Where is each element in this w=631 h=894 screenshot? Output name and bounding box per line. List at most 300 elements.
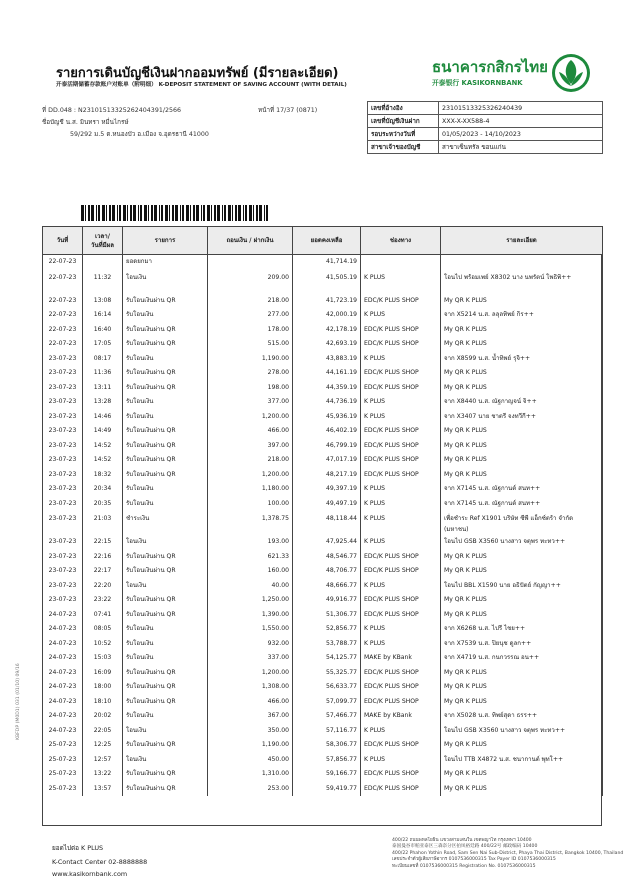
table-cell: 25-07-23 bbox=[43, 753, 83, 768]
barcode-bar bbox=[193, 205, 195, 221]
table-cell: My QR K PLUS bbox=[441, 767, 603, 782]
meta-label: เลขที่อ้างอิง bbox=[368, 102, 439, 115]
table-cell: K PLUS bbox=[361, 724, 441, 739]
table-cell: K PLUS bbox=[361, 352, 441, 367]
barcode-bar bbox=[243, 205, 244, 221]
barcode-bar bbox=[211, 205, 212, 221]
table-cell: 52,856.77 bbox=[293, 622, 361, 637]
table-row bbox=[43, 637, 603, 652]
table-cell: 350.00 bbox=[208, 724, 293, 739]
table-cell: 13:28 bbox=[83, 395, 123, 410]
table-cell: 59,419.77 bbox=[293, 782, 361, 797]
barcode bbox=[81, 205, 271, 221]
table-cell: 25-07-23 bbox=[43, 782, 83, 797]
table-cell: 10:52 bbox=[83, 637, 123, 652]
barcode-bar bbox=[214, 205, 216, 221]
table-cell: 24-07-23 bbox=[43, 695, 83, 710]
meta-label: รอบระหว่างวันที่ bbox=[368, 128, 439, 141]
table-cell: 1,200.00 bbox=[208, 468, 293, 483]
table-cell: My QR K PLUS bbox=[441, 453, 603, 468]
bank-name-thai: ธนาคารกสิกรไทย bbox=[432, 58, 548, 76]
table-cell: K PLUS bbox=[361, 497, 441, 512]
barcode-bar bbox=[203, 205, 205, 221]
table-cell: 20:02 bbox=[83, 709, 123, 724]
table-cell: 48,706.77 bbox=[293, 564, 361, 579]
table-cell: 23-07-23 bbox=[43, 482, 83, 497]
table-row bbox=[43, 564, 603, 579]
table-cell: รับโอนเงินผ่าน QR bbox=[123, 424, 208, 439]
barcode-bar bbox=[224, 205, 226, 221]
meta-value: สาขาเซ็นทรัล ขอนแก่น bbox=[439, 141, 603, 154]
table-cell: EDC/K PLUS SHOP bbox=[361, 738, 441, 753]
table-cell: 466.00 bbox=[208, 695, 293, 710]
table-cell bbox=[441, 255, 603, 270]
barcode-bar bbox=[161, 205, 163, 221]
barcode-bar bbox=[190, 205, 191, 221]
table-cell: 14:49 bbox=[83, 424, 123, 439]
barcode-bar bbox=[109, 205, 111, 221]
table-cell: My QR K PLUS bbox=[441, 550, 603, 565]
table-cell: EDC/K PLUS SHOP bbox=[361, 782, 441, 797]
table-cell: รับโอนเงินผ่าน QR bbox=[123, 323, 208, 338]
table-cell: My QR K PLUS bbox=[441, 695, 603, 710]
table-cell: 466.00 bbox=[208, 424, 293, 439]
table-cell: 13:57 bbox=[83, 782, 123, 797]
table-row bbox=[43, 666, 603, 681]
table-cell: EDC/K PLUS SHOP bbox=[361, 593, 441, 608]
meta-row bbox=[368, 115, 603, 128]
table-cell: 23-07-23 bbox=[43, 439, 83, 454]
barcode-bar bbox=[138, 205, 139, 221]
table-cell: 15:03 bbox=[83, 651, 123, 666]
table-cell: รับโอนเงินผ่าน QR bbox=[123, 680, 208, 695]
table-cell: รับโอนเงินผ่าน QR bbox=[123, 294, 208, 309]
table-cell: 46,402.19 bbox=[293, 424, 361, 439]
table-cell: รับโอนเงิน bbox=[123, 622, 208, 637]
column-header: ช่องทาง bbox=[361, 227, 441, 255]
table-cell: 22:16 bbox=[83, 550, 123, 565]
table-cell: รับโอนเงินผ่าน QR bbox=[123, 767, 208, 782]
table-cell: รับโอนเงินผ่าน QR bbox=[123, 550, 208, 565]
table-cell: 24-07-23 bbox=[43, 724, 83, 739]
table-cell: 193.00 bbox=[208, 535, 293, 550]
kbank-leaf-icon bbox=[550, 52, 592, 94]
column-header: รายละเอียด bbox=[441, 227, 603, 255]
barcode-bar bbox=[238, 205, 241, 221]
table-cell: My QR K PLUS bbox=[441, 439, 603, 454]
table-row bbox=[43, 709, 603, 724]
table-row bbox=[43, 366, 603, 381]
table-cell: 58,306.77 bbox=[293, 738, 361, 753]
table-cell: 12:25 bbox=[83, 738, 123, 753]
table-row bbox=[43, 782, 603, 797]
table-cell: 932.00 bbox=[208, 637, 293, 652]
table-cell: My QR K PLUS bbox=[441, 680, 603, 695]
table-row bbox=[43, 352, 603, 367]
meta-value: 23101513325326240439 bbox=[439, 102, 603, 115]
table-cell: 57,099.77 bbox=[293, 695, 361, 710]
table-cell: EDC/K PLUS SHOP bbox=[361, 695, 441, 710]
table-cell: รับโอนเงิน bbox=[123, 709, 208, 724]
table-cell: My QR K PLUS bbox=[441, 366, 603, 381]
document-reference: ที่ DD.048 : N23101513325262404391/2566 bbox=[42, 107, 181, 114]
table-cell: 22:05 bbox=[83, 724, 123, 739]
table-cell: K PLUS bbox=[361, 579, 441, 594]
table-cell: รับโอนเงินผ่าน QR bbox=[123, 738, 208, 753]
table-row bbox=[43, 270, 603, 294]
table-cell: My QR K PLUS bbox=[441, 782, 603, 797]
table-cell: 57,856.77 bbox=[293, 753, 361, 768]
table-cell: 1,200.00 bbox=[208, 410, 293, 425]
table-cell: 14:46 bbox=[83, 410, 123, 425]
table-cell: 14:52 bbox=[83, 439, 123, 454]
meta-row bbox=[368, 102, 603, 115]
table-cell: 20:34 bbox=[83, 482, 123, 497]
table-cell: K PLUS bbox=[361, 622, 441, 637]
table-cell: 209.00 bbox=[208, 270, 293, 294]
table-cell: EDC/K PLUS SHOP bbox=[361, 381, 441, 396]
table-cell: 100.00 bbox=[208, 497, 293, 512]
meta-row bbox=[368, 141, 603, 154]
table-cell: จาก X7145 น.ส. ณัฐกานต์ สนท++ bbox=[441, 497, 603, 512]
table-row bbox=[43, 337, 603, 352]
barcode-bar bbox=[169, 205, 170, 221]
table-cell: 24-07-23 bbox=[43, 680, 83, 695]
table-cell: รับโอนเงินผ่าน QR bbox=[123, 453, 208, 468]
table-cell: 51,306.77 bbox=[293, 608, 361, 623]
barcode-bar bbox=[266, 205, 268, 221]
table-cell: 16:14 bbox=[83, 308, 123, 323]
bank-logo bbox=[432, 50, 592, 94]
table-cell: 44,736.19 bbox=[293, 395, 361, 410]
table-cell: MAKE by KBank bbox=[361, 651, 441, 666]
table-cell: รับโอนเงิน bbox=[123, 352, 208, 367]
table-cell: 1,190.00 bbox=[208, 352, 293, 367]
table-cell bbox=[83, 255, 123, 270]
table-cell: K PLUS bbox=[361, 637, 441, 652]
table-cell: 40.00 bbox=[208, 579, 293, 594]
barcode-bar bbox=[88, 205, 90, 221]
meta-label: สาขาเจ้าของบัญชี bbox=[368, 141, 439, 154]
table-cell: My QR K PLUS bbox=[441, 564, 603, 579]
table-cell: จาก X7145 น.ส. ณัฐกานต์ สนท++ bbox=[441, 482, 603, 497]
table-cell: ชำระเงิน bbox=[123, 511, 208, 535]
table-row bbox=[43, 651, 603, 666]
table-cell: K PLUS bbox=[361, 511, 441, 535]
table-cell: รับโอนเงินผ่าน QR bbox=[123, 782, 208, 797]
table-cell: รับโอนเงิน bbox=[123, 482, 208, 497]
table-cell: จาก X4719 น.ส. กนกวรรณ อน++ bbox=[441, 651, 603, 666]
barcode-bar bbox=[175, 205, 178, 221]
table-cell: 48,666.77 bbox=[293, 579, 361, 594]
table-cell: EDC/K PLUS SHOP bbox=[361, 337, 441, 352]
table-cell: 48,546.77 bbox=[293, 550, 361, 565]
table-row bbox=[43, 410, 603, 425]
barcode-bar bbox=[259, 205, 262, 221]
table-cell: 515.00 bbox=[208, 337, 293, 352]
barcode-bar bbox=[98, 205, 100, 221]
table-cell: รับโอนเงินผ่าน QR bbox=[123, 381, 208, 396]
table-cell: โอนเงิน bbox=[123, 579, 208, 594]
bank-website: www.kasikornbank.com bbox=[52, 870, 128, 878]
table-row bbox=[43, 453, 603, 468]
table-cell: โอนไป GSB X3560 นางสาว จตุพร ทะทว++ bbox=[441, 535, 603, 550]
contact-center: K-Contact Center 02-8888888 bbox=[52, 858, 148, 866]
statement-subtitle: 开泰活期储蓄存款账户对账单（附明细） K-DEPOSIT STATEMENT OF SAVING ACCOUNT (WITH DETAIL) bbox=[56, 82, 347, 88]
barcode-bar bbox=[154, 205, 157, 221]
table-cell: รับโอนเงินผ่าน QR bbox=[123, 564, 208, 579]
table-cell: 47,925.44 bbox=[293, 535, 361, 550]
table-cell: K PLUS bbox=[361, 753, 441, 768]
table-cell: My QR K PLUS bbox=[441, 323, 603, 338]
table-cell: 08:17 bbox=[83, 352, 123, 367]
table-cell: 41,723.19 bbox=[293, 294, 361, 309]
table-cell: EDC/K PLUS SHOP bbox=[361, 608, 441, 623]
table-cell: 23-07-23 bbox=[43, 564, 83, 579]
address-line: 泰国曼谷市帕亚泰区三森奈分区拍凤裕廷路 400/22号 邮政编码 10400 bbox=[392, 844, 538, 850]
barcode-bar bbox=[133, 205, 136, 221]
barcode-bar bbox=[217, 205, 220, 221]
table-cell: 277.00 bbox=[208, 308, 293, 323]
table-cell: 54,125.77 bbox=[293, 651, 361, 666]
page-number: หน้าที่ 17/37 (0871) bbox=[258, 107, 318, 114]
table-cell: My QR K PLUS bbox=[441, 424, 603, 439]
barcode-bar bbox=[144, 205, 147, 221]
table-cell: 08:05 bbox=[83, 622, 123, 637]
table-cell: 43,883.19 bbox=[293, 352, 361, 367]
table-cell: รับโอนเงินผ่าน QR bbox=[123, 593, 208, 608]
table-cell: 49,916.77 bbox=[293, 593, 361, 608]
table-cell: จาก X3407 นาย ชาตรี จงทวีกี++ bbox=[441, 410, 603, 425]
table-cell: My QR K PLUS bbox=[441, 738, 603, 753]
table-row bbox=[43, 608, 603, 623]
table-cell: K PLUS bbox=[361, 410, 441, 425]
table-cell: 48,217.19 bbox=[293, 468, 361, 483]
table-cell: 24-07-23 bbox=[43, 651, 83, 666]
barcode-bar bbox=[182, 205, 184, 221]
table-cell: 22-07-23 bbox=[43, 255, 83, 270]
address-line: 400/22 ถนนพหลโยธิน แขวงสามเสนใน เขตพญาไท กรุงเทพฯ 10400 bbox=[392, 838, 532, 843]
barcode-bar bbox=[180, 205, 181, 221]
barcode-bar bbox=[222, 205, 223, 221]
transactions-table bbox=[42, 226, 603, 796]
table-cell: 377.00 bbox=[208, 395, 293, 410]
table-cell: K PLUS bbox=[361, 395, 441, 410]
table-cell: 57,466.77 bbox=[293, 709, 361, 724]
column-header: ยอดคงเหลือ bbox=[293, 227, 361, 255]
column-header: เวลา/ วันที่มีผล bbox=[83, 227, 123, 255]
table-cell: EDC/K PLUS SHOP bbox=[361, 666, 441, 681]
table-cell: 22:20 bbox=[83, 579, 123, 594]
table-cell: K PLUS bbox=[361, 308, 441, 323]
barcode-bar bbox=[123, 205, 126, 221]
barcode-bar bbox=[127, 205, 128, 221]
barcode-bar bbox=[85, 205, 86, 221]
table-cell: 45,936.19 bbox=[293, 410, 361, 425]
table-row bbox=[43, 294, 603, 309]
bank-name-english: 开泰银行 KASIKORNBANK bbox=[432, 79, 523, 87]
barcode-bar bbox=[249, 205, 252, 221]
table-row bbox=[43, 468, 603, 483]
table-cell: 397.00 bbox=[208, 439, 293, 454]
table-cell: 18:00 bbox=[83, 680, 123, 695]
table-cell: K PLUS bbox=[361, 535, 441, 550]
table-cell: 178.00 bbox=[208, 323, 293, 338]
table-cell: 49,497.19 bbox=[293, 497, 361, 512]
barcode-bar bbox=[106, 205, 107, 221]
table-cell: 23-07-23 bbox=[43, 366, 83, 381]
table-cell: รับโอนเงินผ่าน QR bbox=[123, 337, 208, 352]
barcode-bar bbox=[130, 205, 132, 221]
barcode-bar bbox=[119, 205, 121, 221]
table-cell: My QR K PLUS bbox=[441, 593, 603, 608]
table-cell: EDC/K PLUS SHOP bbox=[361, 323, 441, 338]
table-cell: 253.00 bbox=[208, 782, 293, 797]
table-cell: 23-07-23 bbox=[43, 511, 83, 535]
table-cell: 198.00 bbox=[208, 381, 293, 396]
table-cell: โอนเงิน bbox=[123, 724, 208, 739]
barcode-bar bbox=[112, 205, 115, 221]
table-cell: 23-07-23 bbox=[43, 453, 83, 468]
table-cell: 621.33 bbox=[208, 550, 293, 565]
table-cell: รับโอนเงินผ่าน QR bbox=[123, 695, 208, 710]
table-cell: 59,166.77 bbox=[293, 767, 361, 782]
table-cell: โอนไป BBL X1590 นาย อธิปัตย์ กัญญา++ bbox=[441, 579, 603, 594]
table-cell: 17:05 bbox=[83, 337, 123, 352]
barcode-bar bbox=[228, 205, 231, 221]
table-row bbox=[43, 497, 603, 512]
barcode-bar bbox=[201, 205, 202, 221]
table-row bbox=[43, 482, 603, 497]
table-row bbox=[43, 511, 603, 535]
table-cell: 1,190.00 bbox=[208, 738, 293, 753]
barcode-bar bbox=[165, 205, 168, 221]
barcode-bar bbox=[256, 205, 258, 221]
table-cell: 1,390.00 bbox=[208, 608, 293, 623]
table-cell: 53,788.77 bbox=[293, 637, 361, 652]
table-cell: โอนเงิน bbox=[123, 270, 208, 294]
table-cell: MAKE by KBank bbox=[361, 709, 441, 724]
table-cell: 55,325.77 bbox=[293, 666, 361, 681]
table-cell: 22-07-23 bbox=[43, 308, 83, 323]
table-cell: โอนเงิน bbox=[123, 753, 208, 768]
table-cell: 13:08 bbox=[83, 294, 123, 309]
table-cell: 11:36 bbox=[83, 366, 123, 381]
table-cell: รับโอนเงิน bbox=[123, 637, 208, 652]
meta-value: XXX-X-XX588-4 bbox=[439, 115, 603, 128]
table-cell: 160.00 bbox=[208, 564, 293, 579]
table-cell bbox=[208, 255, 293, 270]
table-cell: 23-07-23 bbox=[43, 593, 83, 608]
meta-label: เลขที่บัญชีเงินฝาก bbox=[368, 115, 439, 128]
table-cell: 56,633.77 bbox=[293, 680, 361, 695]
address-line: ทะเบียนเลขที่ 0107536000315 Registration No. 0107536000315 bbox=[392, 863, 536, 869]
table-cell: 23-07-23 bbox=[43, 497, 83, 512]
table-cell: 22:17 bbox=[83, 564, 123, 579]
table-row bbox=[43, 724, 603, 739]
table-cell: 450.00 bbox=[208, 753, 293, 768]
table-cell: EDC/K PLUS SHOP bbox=[361, 680, 441, 695]
table-cell: 24-07-23 bbox=[43, 709, 83, 724]
table-cell: 41,505.19 bbox=[293, 270, 361, 294]
barcode-bar bbox=[172, 205, 174, 221]
table-cell: โอนไป TTB X4872 น.ส. ชนากานต์ พุทโ++ bbox=[441, 753, 603, 768]
table-cell: My QR K PLUS bbox=[441, 381, 603, 396]
table-cell: รับโอนเงิน bbox=[123, 308, 208, 323]
table-row bbox=[43, 695, 603, 710]
account-name: ชื่อบัญชี น.ส. มินทรา หมื่นไกรษ์ bbox=[42, 119, 129, 126]
barcode-bar bbox=[196, 205, 199, 221]
table-cell: รับโอนเงินผ่าน QR bbox=[123, 439, 208, 454]
table-cell: รับโอนเงินผ่าน QR bbox=[123, 468, 208, 483]
barcode-bar bbox=[235, 205, 237, 221]
table-cell: จาก X7539 น.ส. ปิยนุช ดูลก++ bbox=[441, 637, 603, 652]
table-cell: 24-07-23 bbox=[43, 637, 83, 652]
table-cell: 07:41 bbox=[83, 608, 123, 623]
barcode-bar bbox=[232, 205, 233, 221]
barcode-bar bbox=[207, 205, 210, 221]
table-cell: 49,397.19 bbox=[293, 482, 361, 497]
table-cell: 218.00 bbox=[208, 294, 293, 309]
column-header: รายการ bbox=[123, 227, 208, 255]
table-row bbox=[43, 424, 603, 439]
table-row bbox=[43, 323, 603, 338]
table-cell: 23-07-23 bbox=[43, 579, 83, 594]
address-line: 400/22 Phahon Yothin Road, Sam Sen Nai Sub-District, Phaya Thai District, Bangkok 10400, Thailand bbox=[392, 850, 624, 856]
statement-title: รายการเดินบัญชีเงินฝากออมทรัพย์ (มีรายละเอียด) bbox=[56, 66, 339, 81]
table-cell: รับโอนเงิน bbox=[123, 395, 208, 410]
barcode-bar bbox=[96, 205, 97, 221]
table-cell: 23:22 bbox=[83, 593, 123, 608]
table-cell: My QR K PLUS bbox=[441, 468, 603, 483]
table-cell: 23-07-23 bbox=[43, 550, 83, 565]
table-cell: 12:57 bbox=[83, 753, 123, 768]
table-cell: EDC/K PLUS SHOP bbox=[361, 439, 441, 454]
table-cell: 18:10 bbox=[83, 695, 123, 710]
table-cell: 57,116.77 bbox=[293, 724, 361, 739]
table-cell: รับโอนเงินผ่าน QR bbox=[123, 666, 208, 681]
table-cell: 23-07-23 bbox=[43, 395, 83, 410]
barcode-bar bbox=[117, 205, 118, 221]
table-cell: ยอดยกมา bbox=[123, 255, 208, 270]
barcode-bar bbox=[91, 205, 94, 221]
table-cell: 22:15 bbox=[83, 535, 123, 550]
table-cell bbox=[361, 255, 441, 270]
table-cell: 23-07-23 bbox=[43, 410, 83, 425]
table-cell: 1,378.75 bbox=[208, 511, 293, 535]
table-cell: 20:35 bbox=[83, 497, 123, 512]
table-cell: EDC/K PLUS SHOP bbox=[361, 424, 441, 439]
table-cell: 22-07-23 bbox=[43, 323, 83, 338]
table-cell: 25-07-23 bbox=[43, 738, 83, 753]
table-cell: 16:40 bbox=[83, 323, 123, 338]
table-row bbox=[43, 622, 603, 637]
table-cell: 23-07-23 bbox=[43, 468, 83, 483]
table-cell: 1,550.00 bbox=[208, 622, 293, 637]
meta-value: 01/05/2023 - 14/10/2023 bbox=[439, 128, 603, 141]
table-cell: โอนไป พร้อมเพย์ X8302 นาง นพรัตน์ โพธิพิ++ bbox=[441, 270, 603, 294]
table-cell: EDC/K PLUS SHOP bbox=[361, 550, 441, 565]
table-cell: รับโอนเงินผ่าน QR bbox=[123, 366, 208, 381]
table-cell: จาก X6268 น.ส. ไปรี ไชย++ bbox=[441, 622, 603, 637]
table-cell: รับโอนเงิน bbox=[123, 497, 208, 512]
table-row bbox=[43, 439, 603, 454]
table-cell: จาก X5214 น.ส. ลลุลทิพย์ กิร++ bbox=[441, 308, 603, 323]
table-cell: 46,799.19 bbox=[293, 439, 361, 454]
barcode-bar bbox=[253, 205, 254, 221]
table-cell: 44,161.19 bbox=[293, 366, 361, 381]
table-cell: EDC/K PLUS SHOP bbox=[361, 294, 441, 309]
